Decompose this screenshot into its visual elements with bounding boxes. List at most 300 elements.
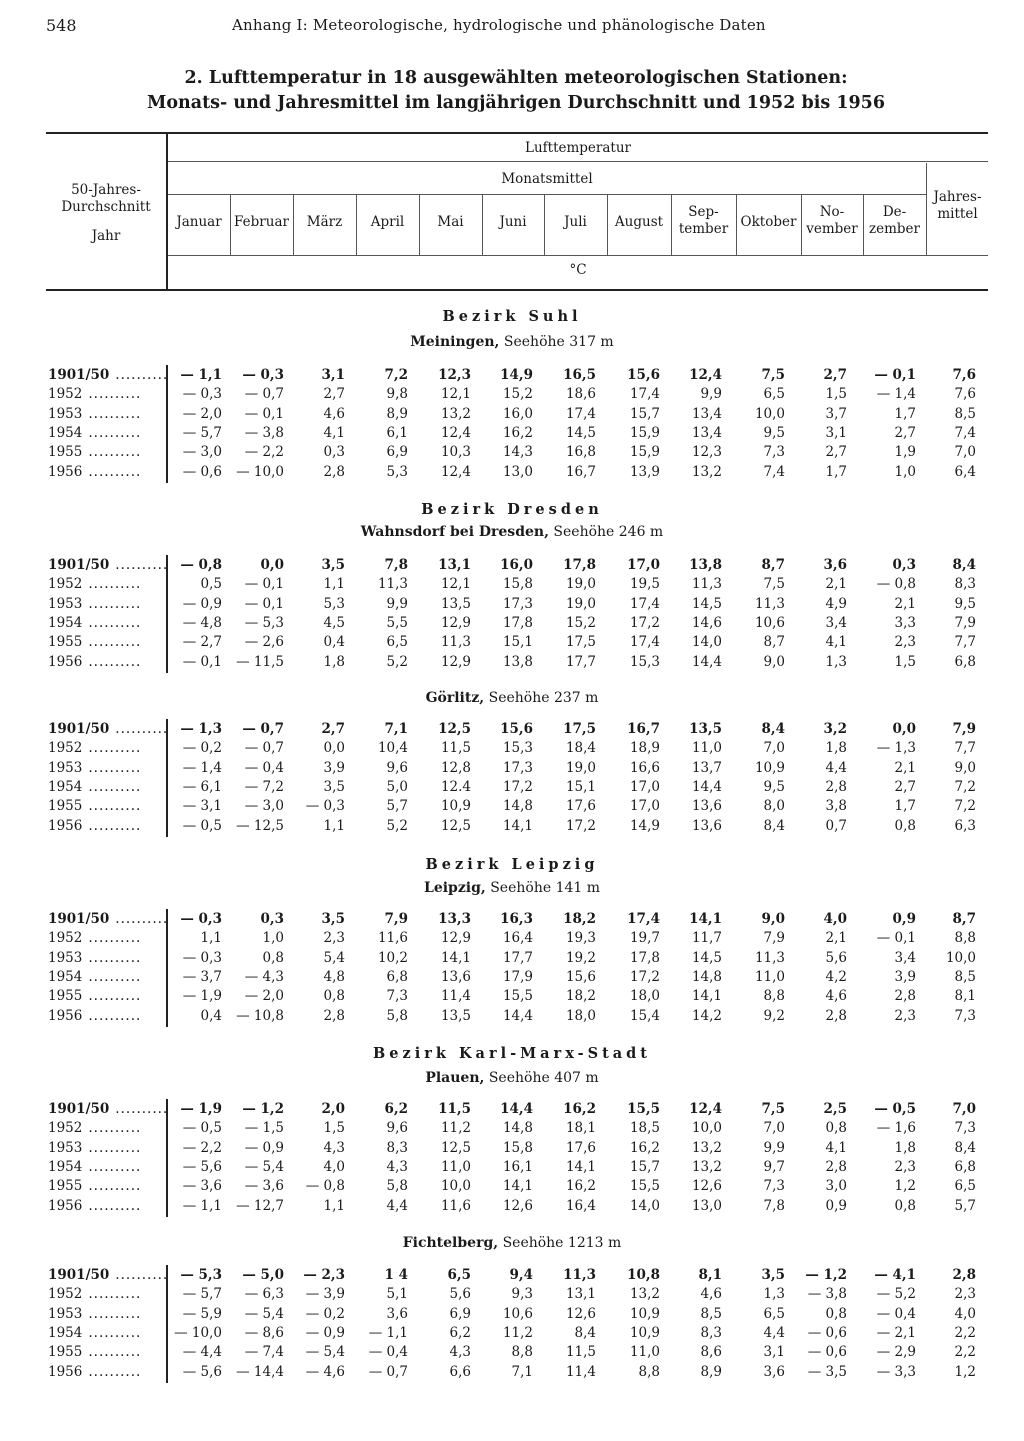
month-value-cell: 15,6: [500, 721, 533, 737]
month-value-cell: — 0,1: [244, 576, 284, 593]
month-value-cell: — 12,7: [236, 1197, 284, 1214]
month-value-cell: — 6,3: [244, 1286, 284, 1303]
month-value-cell: — 2,1: [876, 1324, 916, 1341]
row-year: [48, 1325, 158, 1341]
month-value-cell: — 6,1: [182, 778, 222, 795]
month-value-cell: — 14,4: [236, 1363, 284, 1380]
row-year: [48, 406, 158, 422]
station-name: Meiningen,: [410, 334, 500, 350]
leader-dots: ..........: [88, 968, 142, 985]
month-value-cell: — 1,4: [876, 386, 916, 403]
table-row: [0, 576, 1024, 595]
annual-value-cell: 7,0: [954, 444, 976, 461]
month-value-cell: — 0,3: [180, 911, 222, 927]
table-row: [0, 406, 1024, 425]
month-value-cell: 4,1: [825, 1139, 847, 1156]
month-value-cell: 11,3: [754, 595, 785, 612]
leader-dots: ..........: [88, 1007, 142, 1024]
month-value-cell: 7,1: [384, 721, 408, 737]
month-value-cell: — 3,7: [182, 968, 222, 985]
leader-dots: ..........: [88, 930, 142, 947]
month-value-cell: 13,2: [629, 1286, 660, 1303]
month-value-cell: 17,0: [627, 557, 660, 573]
table-row: [0, 654, 1024, 673]
stub-head: [46, 182, 166, 245]
month-value-cell: 10,9: [754, 759, 785, 776]
month-value-cell: 13,2: [691, 1158, 722, 1175]
month-value-cell: 19,7: [629, 930, 660, 947]
month-value-cell: 1,1: [200, 930, 222, 947]
month-value-cell: 6,9: [449, 1305, 471, 1322]
annual-value-cell: 7,3: [954, 1120, 976, 1137]
month-value-cell: 14,5: [691, 949, 722, 966]
month-value-cell: 15,7: [629, 405, 660, 422]
month-value-cell: 12,6: [691, 1178, 722, 1195]
month-value-cell: 6,2: [449, 1324, 471, 1341]
month-value-cell: 3,4: [894, 949, 916, 966]
month-value-cell: 5,3: [323, 595, 345, 612]
month-head: [356, 214, 419, 231]
table-title-line1: 2. Lufttemperatur in 18 ausgewählten meteorologischen Stationen:: [184, 68, 848, 88]
station-elevation: Seehöhe 141 m: [490, 880, 601, 896]
row-year-label: 1956: [48, 1007, 83, 1024]
month-value-cell: — 7,2: [244, 778, 284, 795]
row-year: [48, 557, 169, 573]
month-value-cell: 9,9: [763, 1139, 785, 1156]
month-value-cell: 8,7: [761, 557, 785, 573]
month-value-cell: — 0,8: [180, 557, 222, 573]
station-elevation: Seehöhe 1213 m: [502, 1235, 622, 1251]
month-value-cell: 13,0: [691, 1197, 722, 1214]
leader-dots: ..........: [88, 1158, 142, 1175]
month-value-cell: 13,1: [438, 557, 471, 573]
month-value-cell: 12,4: [689, 367, 722, 383]
row-year: [48, 1286, 158, 1302]
month-value-cell: 0,4: [323, 634, 345, 651]
leader-dots: ..........: [88, 1139, 142, 1156]
month-value-cell: 17,4: [629, 386, 660, 403]
month-value-cell: 11,7: [691, 930, 722, 947]
month-value-cell: 0,9: [825, 1197, 847, 1214]
month-value-cell: 8,8: [638, 1363, 660, 1380]
month-value-cell: 16,0: [500, 557, 533, 573]
month-value-cell: 18,6: [565, 386, 596, 403]
month-value-cell: 1,8: [323, 653, 345, 670]
month-value-cell: 13,3: [438, 911, 471, 927]
table-row: [0, 1178, 1024, 1197]
month-value-cell: 1,3: [825, 653, 847, 670]
annual-value-cell: 8,1: [954, 988, 976, 1005]
month-value-cell: — 5,4: [244, 1158, 284, 1175]
month-value-cell: 17,5: [563, 721, 596, 737]
month-value-cell: 5,8: [386, 1007, 408, 1024]
month-value-cell: 17,3: [502, 595, 533, 612]
annual-value-cell: 5,7: [954, 1197, 976, 1214]
month-value-cell: 11,5: [565, 1344, 596, 1361]
month-value-cell: 12,5: [438, 721, 471, 737]
station-name: Görlitz,: [425, 690, 485, 706]
annual-value-cell: 1,2: [954, 1363, 976, 1380]
month-value-cell: — 1,9: [182, 988, 222, 1005]
month-value-cell: 8,5: [700, 1305, 722, 1322]
annual-value-cell: 7,4: [954, 424, 976, 441]
month-value-cell: 8,4: [574, 1324, 596, 1341]
month-value-cell: 3,5: [321, 557, 345, 573]
month-value-cell: — 10,8: [236, 1007, 284, 1024]
month-value-cell: 9,6: [386, 759, 408, 776]
month-value-cell: — 5,2: [876, 1286, 916, 1303]
station-name: Wahnsdorf bei Dresden,: [360, 524, 549, 540]
leader-dots: ..........: [115, 367, 169, 383]
month-value-cell: 17,2: [502, 778, 533, 795]
month-value-cell: 6,5: [763, 1305, 785, 1322]
month-head-line1: Juli: [564, 214, 587, 230]
month-head-line1: Sep-: [688, 204, 719, 220]
month-value-cell: — 5,7: [182, 424, 222, 441]
month-value-cell: 15,4: [629, 1007, 660, 1024]
month-value-cell: 19,3: [565, 930, 596, 947]
station-elevation: Seehöhe 317 m: [503, 334, 614, 350]
month-head-line1: März: [306, 214, 343, 230]
month-value-cell: 0,0: [260, 557, 284, 573]
month-value-cell: 19,2: [565, 949, 596, 966]
month-value-cell: 13,6: [691, 817, 722, 834]
month-value-cell: — 1,4: [182, 759, 222, 776]
month-value-cell: 6,5: [447, 1267, 471, 1283]
table-row: [0, 969, 1024, 988]
row-year: [48, 1101, 169, 1117]
month-value-cell: 2,3: [323, 930, 345, 947]
row-year-label: 1953: [48, 1305, 83, 1322]
month-value-cell: 3,5: [323, 778, 345, 795]
row-year-label: 1954: [48, 1158, 83, 1175]
leader-dots: ..........: [88, 634, 142, 651]
month-value-cell: 10,6: [502, 1305, 533, 1322]
month-value-cell: — 0,7: [244, 386, 284, 403]
month-value-cell: 17,6: [565, 798, 596, 815]
month-value-cell: 2,5: [823, 1101, 847, 1117]
month-head: [863, 204, 926, 238]
section-heading: Bezirk Leipzig: [425, 856, 599, 873]
month-value-cell: 4,0: [823, 911, 847, 927]
leader-dots: ..........: [88, 653, 142, 670]
month-value-cell: 6,8: [386, 968, 408, 985]
row-year: [48, 367, 169, 383]
row-year-label: 1901/50: [48, 557, 110, 573]
month-value-cell: 13,8: [502, 653, 533, 670]
month-value-cell: 1,1: [323, 817, 345, 834]
month-value-cell: 15,1: [502, 634, 533, 651]
table-row: [0, 1101, 1024, 1120]
row-year: [48, 818, 158, 834]
month-value-cell: 11,5: [438, 1101, 471, 1117]
leader-dots: ..........: [88, 740, 142, 757]
month-head: [801, 204, 863, 238]
month-value-cell: 7,9: [763, 930, 785, 947]
month-value-cell: 7,0: [763, 1120, 785, 1137]
month-value-cell: 12,9: [440, 930, 471, 947]
month-value-cell: — 1,6: [876, 1120, 916, 1137]
month-value-cell: 18,1: [565, 1120, 596, 1137]
month-value-cell: 13,9: [629, 463, 660, 480]
month-value-cell: 6,1: [386, 424, 408, 441]
leader-dots: ..........: [115, 1267, 169, 1283]
month-value-cell: 4,6: [700, 1286, 722, 1303]
month-value-cell: — 0,3: [305, 798, 345, 815]
month-value-cell: 5,5: [386, 614, 408, 631]
month-value-cell: 1,7: [825, 463, 847, 480]
annual-value-cell: 8,5: [954, 968, 976, 985]
month-value-cell: 8,8: [763, 988, 785, 1005]
month-value-cell: 14,1: [502, 817, 533, 834]
month-value-cell: — 8,6: [244, 1324, 284, 1341]
leader-dots: ..........: [88, 1120, 142, 1137]
annual-value-cell: 8,3: [954, 576, 976, 593]
month-value-cell: — 0,9: [244, 1139, 284, 1156]
month-value-cell: 8,9: [386, 405, 408, 422]
row-year-label: 1955: [48, 444, 83, 461]
month-value-cell: 4,3: [323, 1139, 345, 1156]
month-value-cell: 0,8: [825, 1120, 847, 1137]
month-value-cell: — 0,4: [244, 759, 284, 776]
table-row: [0, 760, 1024, 779]
month-value-cell: 0,5: [200, 576, 222, 593]
month-value-cell: 18,5: [629, 1120, 660, 1137]
month-value-cell: 14,0: [629, 1197, 660, 1214]
month-value-cell: 15,9: [629, 424, 660, 441]
month-value-cell: — 0,9: [305, 1324, 345, 1341]
month-value-cell: — 3,3: [876, 1363, 916, 1380]
month-head-line1: April: [370, 214, 405, 230]
month-value-cell: 1,2: [894, 1178, 916, 1195]
month-head-line1: Oktober: [740, 214, 797, 230]
page-number: 548: [46, 16, 77, 35]
month-value-cell: 12,1: [440, 386, 471, 403]
month-value-cell: 0,8: [262, 949, 284, 966]
month-value-cell: 17,8: [629, 949, 660, 966]
month-value-cell: 10,8: [627, 1267, 660, 1283]
month-value-cell: 9,6: [386, 1120, 408, 1137]
month-value-cell: 10,9: [629, 1305, 660, 1322]
row-year-label: 1953: [48, 1139, 83, 1156]
month-value-cell: — 0,2: [305, 1305, 345, 1322]
stub-line3: Jahr: [91, 228, 121, 244]
month-value-cell: — 0,5: [182, 817, 222, 834]
row-year-label: 1955: [48, 988, 83, 1005]
leader-dots: ..........: [88, 988, 142, 1005]
annual-head: [927, 189, 988, 223]
station-name: Leipzig,: [423, 880, 486, 896]
leader-dots: ..........: [115, 721, 169, 737]
row-year-label: 1956: [48, 463, 83, 480]
month-value-cell: — 3,6: [182, 1178, 222, 1195]
month-value-cell: — 0,6: [807, 1324, 847, 1341]
table-row: [0, 464, 1024, 483]
table-row: [0, 1325, 1024, 1344]
month-value-cell: 4,6: [323, 405, 345, 422]
month-value-cell: 0,0: [892, 721, 916, 737]
month-value-cell: — 1,1: [182, 1197, 222, 1214]
month-value-cell: 2,7: [823, 367, 847, 383]
annual-value-cell: 10,0: [945, 949, 976, 966]
row-year-label: 1901/50: [48, 1101, 110, 1117]
row-year-label: 1952: [48, 386, 83, 403]
row-year: [48, 988, 158, 1004]
month-value-cell: 13,6: [440, 968, 471, 985]
month-head-line1: Juni: [499, 214, 527, 230]
annual-value-cell: 7,2: [954, 798, 976, 815]
month-value-cell: 19,5: [629, 576, 660, 593]
annual-value-cell: 6,3: [954, 817, 976, 834]
month-value-cell: 19,0: [565, 759, 596, 776]
month-value-cell: 14,1: [440, 949, 471, 966]
station-heading: [0, 880, 1024, 896]
month-value-cell: — 1,5: [244, 1120, 284, 1137]
month-value-cell: 3,1: [321, 367, 345, 383]
annual-value-cell: 6,8: [954, 653, 976, 670]
leader-dots: ..........: [88, 798, 142, 815]
month-value-cell: 16,1: [502, 1158, 533, 1175]
month-value-cell: 17,8: [502, 614, 533, 631]
month-value-cell: 12,5: [440, 1139, 471, 1156]
month-value-cell: 3,9: [894, 968, 916, 985]
month-head-line2: zember: [869, 221, 920, 237]
annual-value-cell: 2,2: [954, 1324, 976, 1341]
month-value-cell: 1,8: [825, 740, 847, 757]
annual-value-cell: 8,5: [954, 405, 976, 422]
leader-dots: ..........: [88, 778, 142, 795]
month-head-line1: Januar: [176, 214, 222, 230]
month-value-cell: 15,7: [629, 1158, 660, 1175]
month-value-cell: 15,6: [565, 968, 596, 985]
month-head-line1: August: [614, 214, 664, 230]
month-value-cell: 16,7: [565, 463, 596, 480]
month-value-cell: 7,2: [384, 367, 408, 383]
table-row: [0, 818, 1024, 837]
row-year-label: 1956: [48, 1197, 83, 1214]
month-head-line1: Februar: [234, 214, 289, 230]
leader-dots: ..........: [88, 463, 142, 480]
month-value-cell: 14,4: [691, 778, 722, 795]
month-value-cell: 4,3: [449, 1344, 471, 1361]
month-head: [293, 214, 356, 231]
month-value-cell: 9,8: [386, 386, 408, 403]
leader-dots: ..........: [88, 1305, 142, 1322]
month-value-cell: — 2,3: [303, 1267, 345, 1283]
month-value-cell: 16,3: [500, 911, 533, 927]
annual-value-cell: 8,4: [952, 557, 976, 573]
month-value-cell: — 1,9: [180, 1101, 222, 1117]
month-value-cell: 8,0: [763, 798, 785, 815]
month-value-cell: 2,3: [894, 1007, 916, 1024]
month-value-cell: — 0,1: [244, 595, 284, 612]
month-value-cell: 4,1: [825, 634, 847, 651]
month-value-cell: 5,8: [386, 1178, 408, 1195]
month-value-cell: 13,2: [691, 1139, 722, 1156]
row-year-label: 1953: [48, 949, 83, 966]
unit-head: °C: [569, 262, 587, 278]
table-row: [0, 1008, 1024, 1027]
month-value-cell: 12,1: [440, 576, 471, 593]
month-value-cell: 16,0: [502, 405, 533, 422]
month-value-cell: — 0,3: [182, 386, 222, 403]
month-value-cell: 7,1: [511, 1363, 533, 1380]
row-year: [48, 654, 158, 670]
row-year: [48, 1344, 158, 1360]
month-value-cell: 9,9: [700, 386, 722, 403]
month-value-cell: 3,9: [323, 759, 345, 776]
month-value-cell: 3,8: [825, 798, 847, 815]
month-value-cell: 15,3: [502, 740, 533, 757]
month-value-cell: 9,0: [761, 911, 785, 927]
row-year-label: 1953: [48, 405, 83, 422]
table-row: [0, 798, 1024, 817]
month-value-cell: 16,2: [565, 1178, 596, 1195]
month-value-cell: — 2,9: [876, 1344, 916, 1361]
row-year: [48, 444, 158, 460]
annual-line2: mittel: [937, 206, 978, 222]
month-value-cell: — 1,2: [805, 1267, 847, 1283]
row-year-label: 1953: [48, 759, 83, 776]
month-value-cell: 14,1: [691, 988, 722, 1005]
month-value-cell: — 10,0: [174, 1324, 222, 1341]
month-value-cell: 2,1: [894, 595, 916, 612]
month-value-cell: 12,3: [438, 367, 471, 383]
annual-value-cell: 7,7: [954, 634, 976, 651]
month-value-cell: 14,9: [500, 367, 533, 383]
month-head-line1: Mai: [437, 214, 464, 230]
month-value-cell: 16,4: [502, 930, 533, 947]
month-value-cell: — 3,0: [182, 444, 222, 461]
month-value-cell: 4,3: [386, 1158, 408, 1175]
row-year: [48, 950, 158, 966]
month-value-cell: 14,1: [565, 1158, 596, 1175]
month-value-cell: 3,1: [825, 424, 847, 441]
table-row: [0, 1267, 1024, 1286]
month-head-line1: De-: [882, 204, 907, 220]
month-head-line2: tember: [678, 221, 729, 237]
month-value-cell: 12.4: [440, 778, 471, 795]
row-year: [48, 464, 158, 480]
leader-dots: ..........: [115, 911, 169, 927]
row-year: [48, 576, 158, 592]
subgroup-head: Monatsmittel: [501, 171, 593, 187]
month-value-cell: 9,5: [763, 778, 785, 795]
month-value-cell: — 2,6: [244, 634, 284, 651]
month-value-cell: 11,3: [754, 949, 785, 966]
month-value-cell: 15,5: [629, 1178, 660, 1195]
month-value-cell: 15,6: [627, 367, 660, 383]
month-value-cell: — 1,2: [242, 1101, 284, 1117]
section-heading: Bezirk Dresden: [421, 501, 603, 518]
month-value-cell: 7,9: [384, 911, 408, 927]
annual-value-cell: 7,9: [952, 721, 976, 737]
month-value-cell: 17,5: [565, 634, 596, 651]
month-value-cell: 7,8: [384, 557, 408, 573]
month-value-cell: 2,7: [894, 424, 916, 441]
leader-dots: ..........: [88, 614, 142, 631]
annual-value-cell: 8,8: [954, 930, 976, 947]
month-value-cell: 5,0: [386, 778, 408, 795]
table-row: [0, 444, 1024, 463]
month-value-cell: 16,6: [629, 759, 660, 776]
month-value-cell: 4,4: [386, 1197, 408, 1214]
month-value-cell: 17,4: [565, 405, 596, 422]
row-year: [48, 1198, 158, 1214]
month-value-cell: 12,3: [691, 444, 722, 461]
month-value-cell: — 0,4: [876, 1305, 916, 1322]
month-value-cell: 8,7: [763, 634, 785, 651]
